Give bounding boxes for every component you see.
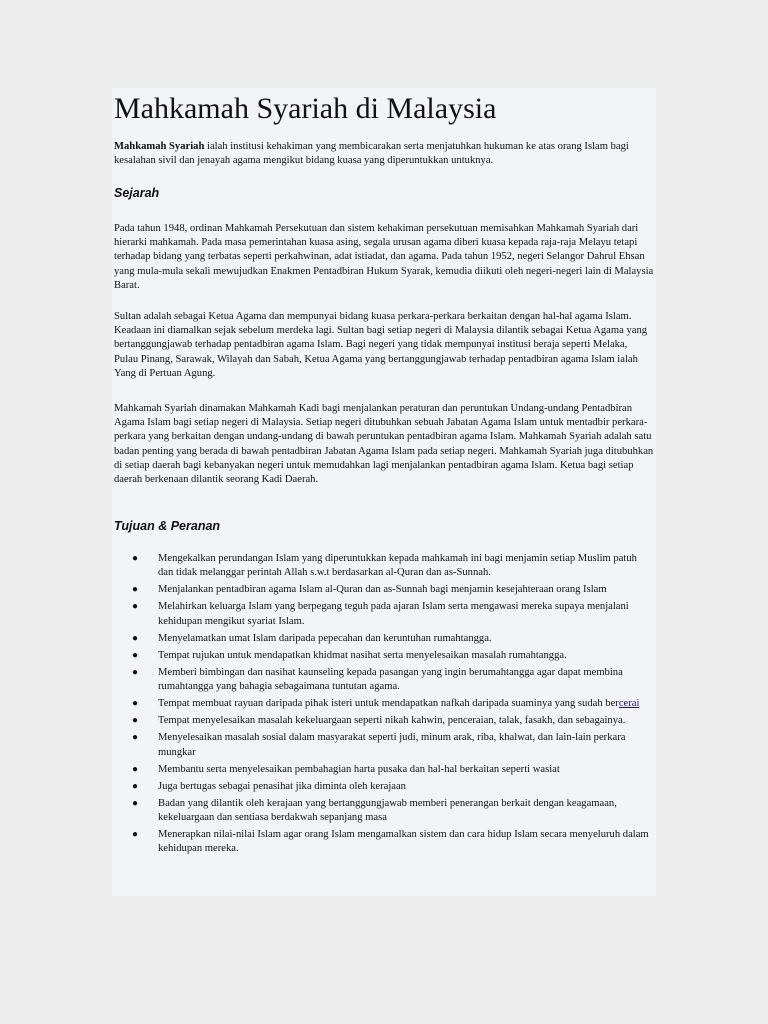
sejarah-paragraph-2: Sultan adalah sebagai Ketua Agama dan mempunyai bidang kuasa perkara-perkara berkaitan dengan hal-hal agama Islam. Keadaan ini diamalkan sejak sebelum merdeka lagi. Sultan bagi setiap negeri di Malaysia dilantik sebagai Ketua Agama yang bertanggungjawab terhadap pentadbiran agama Islam. Bagi negeri yang tidak mempunyai institusi beraja seperti Melaka, Pulau Pinang, Sarawak, Wilayah dan Sabah, Ketua Agama yang bertanggungjawab terhadap pentadbiran agama Islam ialah Yang di Pertuan Agung.	[114, 311, 648, 379]
list-item-text: Memberi bimbingan dan nasihat kaunseling kepada pasangan yang ingin berumahtangga agar dapat membina rumahtangga yang bahagia sebagaimana tuntutan agama.	[158, 666, 623, 693]
bullet-icon: ●	[132, 666, 139, 678]
intro-paragraph	[114, 140, 654, 168]
list-item	[114, 828, 654, 856]
list-item-text: Menerapkan nilai-nilai Islam agar orang Islam mengamalkan sistem dan cara hidup Islam secara menyeluruh dalam kehidupan mereka.	[158, 829, 649, 855]
sejarah-paragraph-3: Mahkamah Syariah dinamakan Mahkamah Kadi bagi menjalankan peraturan dan peruntukan Undang-undang Pentadbiran Agama Islam bagi setiap negeri di Malaysia. Setiap negeri ditubuhkan sebuah Jabatan Agama Islam untuk mentadbir perkara-perkara yang berkaitan dengan undang-undang di bawah peruntukan pentadbiran agama Islam. Mahkamah Syariah adalah satu badan penting yang berada di bawah pentadbiran Jabatan Agama Islam pada setiap negeri. Mahkamah Syariah juga ditubuhkan di setiap daerah bagi kebanyakan negeri untuk memudahkan lagi menjalankan pentadbiran agama Islam. Ketua bagi setiap daerah berkenaan dilantik seorang Kadi Daerah.	[114, 403, 654, 486]
section-heading-sejarah: Sejarah	[114, 186, 160, 200]
list-item-text: Tempat rujukan untuk mendapatkan khidmat nasihat serta menyelesaikan masalah rumahtangga.	[158, 649, 567, 661]
list-item	[114, 731, 654, 759]
intro-text: ialah institusi kehakiman yang membicarakan serta menjatuhkan hukuman ke atas orang Islam bagi kesalahan sivil dan jenayah agama mengikut bidang kuasa yang diperuntukkan untuknya.	[114, 141, 629, 167]
list-item	[114, 714, 654, 728]
roles-list	[114, 552, 654, 859]
list-item	[114, 797, 654, 825]
list-item	[114, 763, 654, 777]
document-page	[112, 88, 656, 896]
bullet-icon: ●	[132, 698, 139, 710]
list-item	[114, 583, 654, 597]
sejarah-paragraph-1: Pada tahun 1948, ordinan Mahkamah Persekutuan dan sistem kehakiman persekutuan memisahkan Mahkamah Syariah dari hierarki mahkamah. Pada masa pemerintahan kuasa asing, segala urusan agama diberi kuasa kepada raja-raja Melayu tetapi terhadap bidang yang terbatas seperti perkahwinan, adat istiadat, dan agama. Pada tahun 1952, negeri Selangor Dahrul Ehsan yang mula-mula sekali mewujudkan Enakmen Pentadbiran Hukum Syarak, kemudia diikuti oleh negeri-negeri lain di Malaysia Barat.	[114, 223, 654, 291]
page-title: Mahkamah Syariah di Malaysia	[114, 92, 497, 125]
list-item-text: Tempat menyelesaikan masalah kekeluargaan seperti nikah kahwin, penceraian, talak, fasakh, dan sebagainya.	[158, 715, 626, 727]
bullet-icon: ●	[132, 732, 139, 744]
bullet-icon: ●	[132, 601, 139, 613]
bullet-icon: ●	[132, 553, 139, 564]
list-item-text: Menyelesaikan masalah sosial dalam masyarakat seperti judi, minum arak, riba, khalwat, dan lain-lain perkara mungkar	[158, 732, 626, 758]
list-item-text: Badan yang dilantik oleh kerajaan yang bertanggungjawab memberi penerangan berkait dengan keagamaan, kekeluargaan dan sentiasa berdakwah sepanjang masa	[158, 797, 617, 824]
list-item-text: Tempat membuat rayuan daripada pihak isteri untuk mendapatkan nafkah daripada suaminya yang sudah ber	[158, 698, 619, 710]
section-heading-tujuan: Tujuan & Peranan	[114, 519, 221, 533]
bullet-icon: ●	[132, 632, 139, 644]
bullet-icon: ●	[132, 763, 139, 775]
list-item-text: Menyelamatkan umat Islam daripada pepecahan dan keruntuhan rumahtangga.	[158, 632, 492, 644]
list-item-text: Melahirkan keluarga Islam yang berpegang teguh pada ajaran Islam serta mengawasi mereka supaya menjalani kehidupan mengikut syariat Islam.	[158, 601, 629, 627]
list-item-text: Mengekalkan perundangan Islam yang diperuntukkan kepada mahkamah ini bagi menjamin setiap Muslim patuh dan tidak melanggar perintah Allah s.w.t berdasarkan al-Quran dan as-Sunnah.	[158, 553, 637, 579]
list-item	[114, 600, 654, 628]
bullet-icon: ●	[132, 829, 139, 841]
list-item	[114, 632, 654, 646]
list-item	[114, 780, 654, 794]
bullet-icon: ●	[132, 797, 139, 809]
list-item-text: Menjalankan pentadbiran agama Islam al-Quran dan as-Sunnah bagi menjamin kesejahteraan orang Islam	[158, 584, 607, 596]
list-item	[114, 697, 654, 711]
bullet-icon: ●	[132, 780, 139, 792]
list-item	[114, 649, 654, 663]
intro-term: Mahkamah Syariah	[114, 141, 205, 152]
list-item	[114, 552, 654, 580]
list-item	[114, 666, 654, 694]
list-item-text: Membantu serta menyelesaikan pembahagian harta pusaka dan hal-hal berkaitan seperti wasiat	[158, 763, 560, 775]
bullet-icon: ●	[132, 649, 139, 661]
bullet-icon: ●	[132, 715, 139, 727]
cerai-link[interactable]: cerai	[618, 698, 640, 710]
list-item-text: Juga bertugas sebagai penasihat jika diminta oleh kerajaan	[158, 780, 406, 792]
bullet-icon: ●	[132, 584, 139, 596]
